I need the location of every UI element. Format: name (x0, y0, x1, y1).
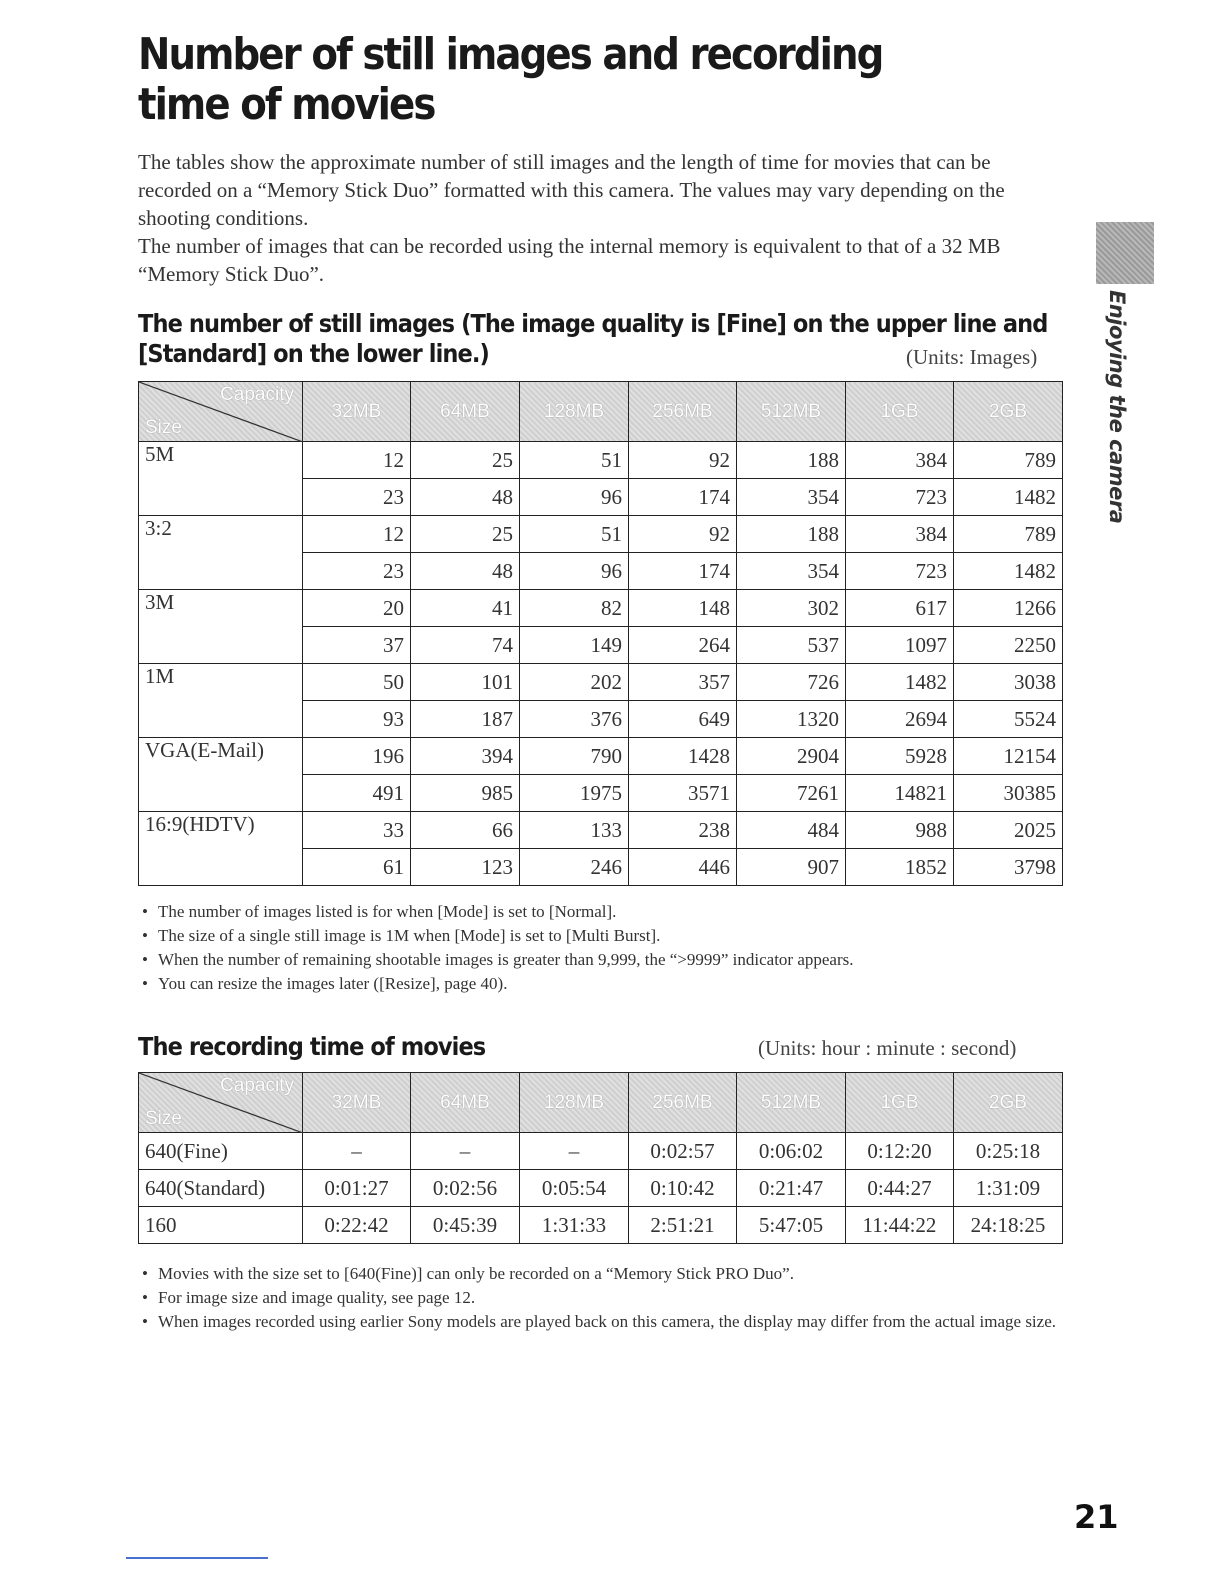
footer-rule (126, 1557, 268, 1559)
side-section-label (1097, 290, 1137, 524)
fine-value-cell: 25 (411, 516, 520, 553)
time-value-cell: 0:02:57 (629, 1133, 737, 1170)
fine-value-cell: 196 (303, 738, 411, 775)
standard-value-cell: 93 (303, 701, 411, 738)
table-row (139, 812, 1063, 849)
time-value-cell: 0:05:54 (520, 1170, 629, 1207)
size-label-cell: 640(Standard) (139, 1170, 303, 1207)
standard-value-cell: 48 (411, 479, 520, 516)
corner-capacity-label: Capacity (220, 1075, 294, 1096)
standard-value-cell: 985 (411, 775, 520, 812)
column-header: 1GB (846, 382, 954, 442)
standard-value-cell: 907 (737, 849, 846, 886)
column-header: 32MB (303, 382, 411, 442)
size-label-cell: 3:2 (139, 516, 303, 590)
fine-value-cell: 101 (411, 664, 520, 701)
standard-value-cell: 30385 (954, 775, 1063, 812)
size-label-cell: 3M (139, 590, 303, 664)
standard-value-cell: 354 (737, 553, 846, 590)
fine-value-cell: 2904 (737, 738, 846, 775)
note-item: • You can resize the images later ([Resize], page 40). (140, 972, 1060, 996)
column-header: 64MB (411, 382, 520, 442)
size-label-cell: 16:9(HDTV) (139, 812, 303, 886)
corner-size-label: Size (145, 417, 182, 438)
standard-value-cell: 1482 (954, 479, 1063, 516)
fine-value-cell: 82 (520, 590, 629, 627)
fine-value-cell: 50 (303, 664, 411, 701)
fine-value-cell: 92 (629, 516, 737, 553)
fine-value-cell: 302 (737, 590, 846, 627)
standard-value-cell: 174 (629, 553, 737, 590)
time-value-cell: – (303, 1133, 411, 1170)
still-images-table (138, 381, 1063, 886)
table-row (139, 1170, 1063, 1207)
size-label-cell: 160 (139, 1207, 303, 1244)
fine-value-cell: 394 (411, 738, 520, 775)
fine-value-cell: 384 (846, 442, 954, 479)
note-item: • When the number of remaining shootable images is greater than 9,999, the “>9999” indicator appears. (140, 948, 1060, 972)
fine-value-cell: 3038 (954, 664, 1063, 701)
standard-value-cell: 5524 (954, 701, 1063, 738)
side-label-text: Enjoying the camera (1105, 290, 1129, 524)
movie-time-table (138, 1072, 1063, 1244)
corner-cell (139, 1073, 303, 1133)
fine-value-cell: 357 (629, 664, 737, 701)
standard-value-cell: 537 (737, 627, 846, 664)
standard-value-cell: 48 (411, 553, 520, 590)
column-header: 2GB (954, 382, 1063, 442)
page-title: Number of still images and recording time of movies (138, 29, 883, 130)
standard-value-cell: 723 (846, 553, 954, 590)
time-value-cell: 0:02:56 (411, 1170, 520, 1207)
fine-value-cell: 33 (303, 812, 411, 849)
standard-value-cell: 3798 (954, 849, 1063, 886)
still-header-row (139, 382, 1063, 442)
standard-value-cell: 1097 (846, 627, 954, 664)
standard-value-cell: 123 (411, 849, 520, 886)
standard-value-cell: 149 (520, 627, 629, 664)
column-header: 128MB (520, 1073, 629, 1133)
time-value-cell: 0:06:02 (737, 1133, 846, 1170)
standard-value-cell: 446 (629, 849, 737, 886)
standard-value-cell: 23 (303, 479, 411, 516)
fine-value-cell: 188 (737, 516, 846, 553)
standard-value-cell: 1852 (846, 849, 954, 886)
column-header: 512MB (737, 1073, 846, 1133)
still-notes (140, 900, 1060, 996)
standard-value-cell: 3571 (629, 775, 737, 812)
time-value-cell: 0:25:18 (954, 1133, 1063, 1170)
standard-value-cell: 2250 (954, 627, 1063, 664)
time-value-cell: 11:44:22 (846, 1207, 954, 1244)
fine-value-cell: 238 (629, 812, 737, 849)
table-row (139, 1207, 1063, 1244)
standard-value-cell: 74 (411, 627, 520, 664)
time-value-cell: 2:51:21 (629, 1207, 737, 1244)
fine-value-cell: 66 (411, 812, 520, 849)
fine-value-cell: 148 (629, 590, 737, 627)
fine-value-cell: 790 (520, 738, 629, 775)
table-row (139, 738, 1063, 775)
fine-value-cell: 51 (520, 442, 629, 479)
fine-value-cell: 25 (411, 442, 520, 479)
fine-value-cell: 12 (303, 442, 411, 479)
movie-header-row (139, 1073, 1063, 1133)
fine-value-cell: 1266 (954, 590, 1063, 627)
column-header: 32MB (303, 1073, 411, 1133)
note-item: • For image size and image quality, see page 12. (140, 1286, 1060, 1310)
still-units: (Units: Images) (906, 345, 1038, 369)
corner-cell (139, 382, 303, 442)
note-item: • When images recorded using earlier Sony models are played back on this camera, the display may differ from the actual image size. (140, 1310, 1060, 1334)
fine-value-cell: 5928 (846, 738, 954, 775)
standard-value-cell: 723 (846, 479, 954, 516)
corner-capacity-label: Capacity (220, 384, 294, 405)
column-header: 256MB (629, 1073, 737, 1133)
standard-value-cell: 187 (411, 701, 520, 738)
fine-value-cell: 2025 (954, 812, 1063, 849)
standard-value-cell: 1975 (520, 775, 629, 812)
fine-value-cell: 1482 (846, 664, 954, 701)
column-header: 256MB (629, 382, 737, 442)
standard-value-cell: 174 (629, 479, 737, 516)
time-value-cell: – (520, 1133, 629, 1170)
still-heading-line2: [Standard] on the lower line.) (138, 339, 489, 368)
fine-value-cell: 789 (954, 516, 1063, 553)
fine-value-cell: 41 (411, 590, 520, 627)
standard-value-cell: 264 (629, 627, 737, 664)
fine-value-cell: 1428 (629, 738, 737, 775)
fine-value-cell: 12 (303, 516, 411, 553)
time-value-cell: 0:44:27 (846, 1170, 954, 1207)
time-value-cell: 0:21:47 (737, 1170, 846, 1207)
standard-value-cell: 7261 (737, 775, 846, 812)
fine-value-cell: 20 (303, 590, 411, 627)
time-value-cell: 0:22:42 (303, 1207, 411, 1244)
fine-value-cell: 133 (520, 812, 629, 849)
time-value-cell: 5:47:05 (737, 1207, 846, 1244)
intro-text (138, 148, 1068, 288)
column-header: 64MB (411, 1073, 520, 1133)
table-row (139, 442, 1063, 479)
fine-value-cell: 51 (520, 516, 629, 553)
table-row (139, 1133, 1063, 1170)
note-item: • The number of images listed is for when [Mode] is set to [Normal]. (140, 900, 1060, 924)
column-header: 128MB (520, 382, 629, 442)
table-row (139, 590, 1063, 627)
time-value-cell: 0:45:39 (411, 1207, 520, 1244)
standard-value-cell: 14821 (846, 775, 954, 812)
standard-value-cell: 376 (520, 701, 629, 738)
section-tab-marker (1096, 222, 1154, 284)
note-item: • The size of a single still image is 1M when [Mode] is set to [Multi Burst]. (140, 924, 1060, 948)
standard-value-cell: 649 (629, 701, 737, 738)
time-value-cell: 1:31:33 (520, 1207, 629, 1244)
size-label-cell: 5M (139, 442, 303, 516)
table-row (139, 664, 1063, 701)
standard-value-cell: 61 (303, 849, 411, 886)
movies-heading: The recording time of movies (138, 1032, 486, 1061)
fine-value-cell: 484 (737, 812, 846, 849)
time-value-cell: 0:12:20 (846, 1133, 954, 1170)
standard-value-cell: 37 (303, 627, 411, 664)
size-label-cell: 640(Fine) (139, 1133, 303, 1170)
note-item: • Movies with the size set to [640(Fine)] can only be recorded on a “Memory Stick PRO Duo”. (140, 1262, 1060, 1286)
standard-value-cell: 491 (303, 775, 411, 812)
time-value-cell: 0:01:27 (303, 1170, 411, 1207)
fine-value-cell: 202 (520, 664, 629, 701)
intro-paragraph: The tables show the approximate number of still images and the length of time for movies that can be recorded on a “Memory Stick Duo” formatted with this camera. The values may vary depending on the shooting conditions. (138, 150, 1005, 230)
fine-value-cell: 617 (846, 590, 954, 627)
column-header: 1GB (846, 1073, 954, 1133)
size-label-cell: 1M (139, 664, 303, 738)
fine-value-cell: 988 (846, 812, 954, 849)
fine-value-cell: 92 (629, 442, 737, 479)
standard-value-cell: 96 (520, 479, 629, 516)
size-label-cell: VGA(E-Mail) (139, 738, 303, 812)
fine-value-cell: 789 (954, 442, 1063, 479)
table-row (139, 516, 1063, 553)
standard-value-cell: 2694 (846, 701, 954, 738)
standard-value-cell: 1320 (737, 701, 846, 738)
fine-value-cell: 12154 (954, 738, 1063, 775)
standard-value-cell: 96 (520, 553, 629, 590)
time-value-cell: 1:31:09 (954, 1170, 1063, 1207)
standard-value-cell: 23 (303, 553, 411, 590)
time-value-cell: 0:10:42 (629, 1170, 737, 1207)
standard-value-cell: 1482 (954, 553, 1063, 590)
fine-value-cell: 726 (737, 664, 846, 701)
fine-value-cell: 384 (846, 516, 954, 553)
column-header: 512MB (737, 382, 846, 442)
still-heading-line1: The number of still images (The image quality is [Fine] on the upper line and (138, 309, 1048, 338)
movies-units: (Units: hour : minute : second) (758, 1036, 1017, 1060)
page-number: 21 (1074, 1498, 1119, 1536)
standard-value-cell: 354 (737, 479, 846, 516)
fine-value-cell: 188 (737, 442, 846, 479)
standard-value-cell: 246 (520, 849, 629, 886)
intro-paragraph: The number of images that can be recorded using the internal memory is equivalent to that of a 32 MB “Memory Stick Duo”. (138, 234, 1001, 286)
column-header: 2GB (954, 1073, 1063, 1133)
corner-size-label: Size (145, 1108, 182, 1129)
movie-notes (140, 1262, 1060, 1334)
time-value-cell: 24:18:25 (954, 1207, 1063, 1244)
time-value-cell: – (411, 1133, 520, 1170)
